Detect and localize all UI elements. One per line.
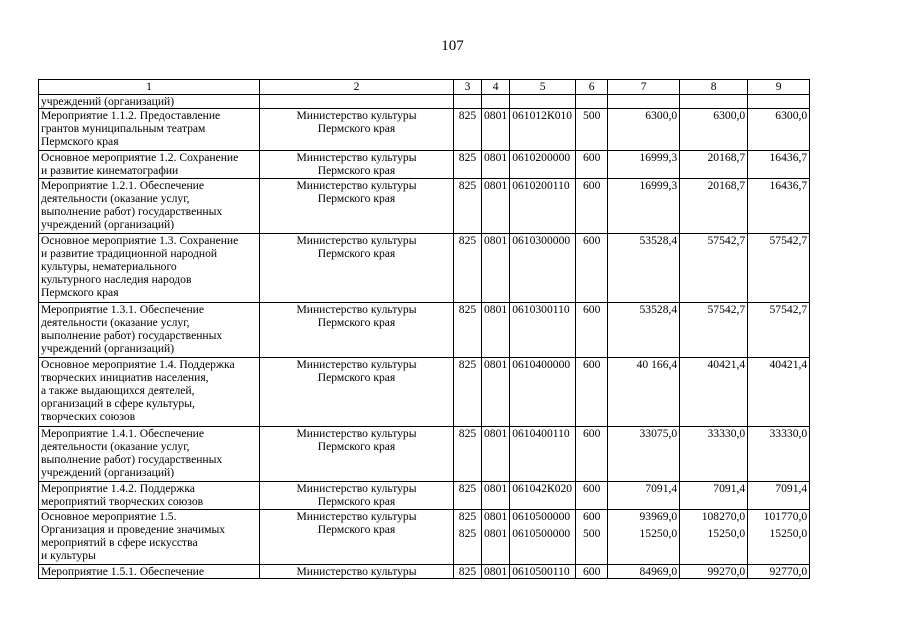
amount-year-2: 20168,7 [707, 179, 746, 192]
section-code: 0801 [484, 109, 508, 122]
table-row [39, 565, 810, 579]
amount-year-2: 33330,0 [707, 427, 746, 440]
amount-year-1-cell [608, 482, 680, 510]
admin-code-cell [454, 151, 482, 179]
target-code: 061012К010 [512, 109, 573, 122]
activity-name-cell [39, 95, 260, 109]
amount-year-1-cell [608, 427, 680, 482]
ministry-line: Пермского края [317, 371, 396, 384]
target-code-cell [510, 179, 576, 234]
amount-year-1: 84969,0 [639, 565, 678, 578]
section-code-cell [482, 95, 510, 109]
section-code-cell [482, 482, 510, 510]
header-cell: 8 [680, 80, 748, 95]
amount-year-3-cell [748, 427, 810, 482]
table-row [39, 303, 810, 358]
amount-year-3-cell [748, 179, 810, 234]
admin-code: 825 [458, 179, 477, 192]
admin-code: 825 [458, 527, 477, 540]
expense-type: 600 [582, 303, 601, 316]
header-row [39, 80, 810, 95]
table-row [39, 95, 810, 109]
amount-year-2-cell [680, 109, 748, 151]
amount-year-3: 16436,7 [769, 151, 808, 164]
section-code-cell [482, 427, 510, 482]
amount-year-3: 15250,0 [769, 527, 808, 540]
ministry-line: Министерство культуры [296, 303, 417, 316]
amount-year-2-cell [680, 303, 748, 358]
admin-code: 825 [458, 510, 477, 523]
activity-name-line: деятельности (оказание услуг, [41, 316, 190, 329]
amount-year-2: 15250,0 [707, 527, 746, 540]
section-code: 0801 [484, 358, 508, 371]
target-code: 0610200000 [512, 151, 571, 164]
ministry-line: Пермского края [317, 495, 396, 508]
admin-code: 825 [458, 427, 477, 440]
activity-name-line: Пермского края [41, 286, 119, 299]
activity-name-line: деятельности (оказание услуг, [41, 440, 190, 453]
amount-year-2: 6300,0 [713, 109, 746, 122]
table-row [39, 151, 810, 179]
admin-code-cell [454, 109, 482, 151]
activity-name-line: Основное мероприятие 1.2. Сохранение [41, 151, 239, 164]
activity-name-line: мероприятий в сфере искусства [41, 536, 198, 549]
section-code: 0801 [484, 179, 508, 192]
target-code-cell [510, 234, 576, 303]
amount-year-2-cell [680, 427, 748, 482]
expense-type: 600 [582, 427, 601, 440]
amount-year-2-cell [680, 482, 748, 510]
target-code-cell [510, 482, 576, 510]
amount-year-2: 99270,0 [707, 565, 746, 578]
admin-code: 825 [458, 109, 477, 122]
target-code-cell [510, 151, 576, 179]
table-body [39, 80, 810, 579]
activity-name-cell [39, 303, 260, 358]
target-code: 0610500000 [512, 510, 571, 523]
header-cell: 7 [608, 80, 680, 95]
admin-code-cell [454, 234, 482, 303]
ministry-line: Пермского края [317, 164, 396, 177]
table-row [39, 109, 810, 151]
amount-year-3: 7091,4 [775, 482, 808, 495]
ministry-cell [260, 565, 454, 579]
activity-name-cell [39, 510, 260, 565]
section-code: 0801 [484, 427, 508, 440]
target-code-cell [510, 358, 576, 427]
ministry-line: Министерство культуры [296, 109, 417, 122]
activity-name-cell [39, 482, 260, 510]
admin-code-cell [454, 358, 482, 427]
budget-table [38, 79, 810, 579]
amount-year-2: 57542,7 [707, 303, 746, 316]
target-code: 0610500110 [512, 565, 570, 578]
ministry-line: Министерство культуры [296, 151, 417, 164]
ministry-line: Министерство культуры [296, 427, 417, 440]
amount-year-1: 33075,0 [639, 427, 678, 440]
table-row [39, 179, 810, 234]
target-code: 0610400110 [512, 427, 570, 440]
amount-year-1: 16999,3 [639, 179, 678, 192]
ministry-line: Министерство культуры [296, 510, 417, 523]
amount-year-2: 40421,4 [707, 358, 746, 371]
header-cell: 3 [454, 80, 482, 95]
ministry-line: Пермского края [317, 247, 396, 260]
amount-year-1: 40 166,4 [636, 358, 678, 371]
expense-type: 500 [582, 109, 601, 122]
expense-type-cell [576, 303, 608, 358]
admin-code-cell [454, 565, 482, 579]
ministry-cell [260, 109, 454, 151]
target-code: 0610400000 [512, 358, 571, 371]
expense-type: 500 [582, 527, 601, 540]
ministry-line: Пермского края [317, 122, 396, 135]
target-code: 0610200110 [512, 179, 570, 192]
activity-name-line: Пермского края [41, 135, 119, 148]
activity-name-line: Основное мероприятие 1.3. Сохранение [41, 234, 239, 247]
activity-name-line: и развитие кинематографии [41, 164, 179, 177]
header-cell: 5 [510, 80, 576, 95]
activity-name-line: Мероприятие 1.5.1. Обеспечение [41, 565, 205, 578]
activity-name-line: учреждений (организаций) [41, 342, 175, 355]
section-code-cell [482, 234, 510, 303]
amount-year-2-cell [680, 358, 748, 427]
amount-year-1-cell [608, 95, 680, 109]
activity-name-line: выполнение работ) государственных [41, 453, 223, 466]
activity-name-cell [39, 151, 260, 179]
amount-year-2: 20168,7 [707, 151, 746, 164]
section-code-cell [482, 510, 510, 565]
activity-name-line: и культуры [41, 549, 96, 562]
admin-code: 825 [458, 565, 477, 578]
activity-name-line: учреждений (организаций) [41, 95, 175, 108]
activity-name-line: учреждений (организаций) [41, 218, 175, 231]
amount-year-1: 15250,0 [639, 527, 678, 540]
amount-year-3-cell [748, 565, 810, 579]
section-code: 0801 [484, 151, 508, 164]
header-cell: 2 [260, 80, 454, 95]
expense-type: 600 [582, 151, 601, 164]
expense-type-cell [576, 565, 608, 579]
section-code: 0801 [484, 510, 508, 523]
target-code-cell [510, 427, 576, 482]
amount-year-2-cell [680, 179, 748, 234]
admin-code-cell [454, 95, 482, 109]
admin-code: 825 [458, 358, 477, 371]
admin-code: 825 [458, 234, 477, 247]
admin-code: 825 [458, 482, 477, 495]
header-cell: 6 [576, 80, 608, 95]
activity-name-line: Мероприятие 1.4.1. Обеспечение [41, 427, 205, 440]
amount-year-3-cell [748, 482, 810, 510]
amount-year-2-cell [680, 234, 748, 303]
ministry-line: Пермского края [317, 192, 396, 205]
table-row [39, 358, 810, 427]
admin-code: 825 [458, 151, 477, 164]
admin-code-cell [454, 179, 482, 234]
target-code-cell [510, 565, 576, 579]
section-code-cell [482, 303, 510, 358]
activity-name-line: Организация и проведение значимых [41, 523, 226, 536]
amount-year-1: 6300,0 [645, 109, 678, 122]
expense-type-cell [576, 95, 608, 109]
activity-name-cell [39, 234, 260, 303]
amount-year-1: 53528,4 [639, 303, 678, 316]
amount-year-3: 101770,0 [763, 510, 808, 523]
ministry-line: Министерство культуры [296, 179, 417, 192]
activity-name-line: мероприятий творческих союзов [41, 495, 204, 508]
amount-year-3-cell [748, 95, 810, 109]
amount-year-1-cell [608, 151, 680, 179]
target-code-cell [510, 109, 576, 151]
amount-year-3-cell [748, 510, 810, 565]
activity-name-line: Основное мероприятие 1.5. [41, 510, 177, 523]
admin-code-cell [454, 510, 482, 565]
amount-year-3: 92770,0 [769, 565, 808, 578]
target-code: 0610500000 [512, 527, 571, 540]
ministry-line: Пермского края [317, 440, 396, 453]
activity-name-line: Мероприятие 1.1.2. Предоставление [41, 109, 221, 122]
table-row [39, 510, 810, 565]
section-code-cell [482, 151, 510, 179]
section-code: 0801 [484, 303, 508, 316]
target-code: 0610300110 [512, 303, 570, 316]
activity-name-cell [39, 179, 260, 234]
expense-type-cell [576, 234, 608, 303]
amount-year-2-cell [680, 151, 748, 179]
ministry-cell [260, 482, 454, 510]
activity-name-line: Мероприятие 1.2.1. Обеспечение [41, 179, 205, 192]
section-code-cell [482, 358, 510, 427]
expense-type-cell [576, 151, 608, 179]
header-cell: 9 [748, 80, 810, 95]
amount-year-1: 16999,3 [639, 151, 678, 164]
activity-name-line: творческих союзов [41, 410, 136, 423]
expense-type-cell [576, 358, 608, 427]
amount-year-2-cell [680, 565, 748, 579]
activity-name-line: и развитие традиционной народной [41, 247, 218, 260]
activity-name-line: а также выдающихся деятелей, [41, 384, 195, 397]
amount-year-1-cell [608, 565, 680, 579]
activity-name-line: Основное мероприятие 1.4. Поддержка [41, 358, 235, 371]
amount-year-2: 7091,4 [713, 482, 746, 495]
activity-name-line: творческих инициатив населения, [41, 371, 209, 384]
amount-year-1-cell [608, 179, 680, 234]
expense-type-cell [576, 109, 608, 151]
target-code-cell [510, 303, 576, 358]
table-row [39, 482, 810, 510]
activity-name-line: Мероприятие 1.4.2. Поддержка [41, 482, 195, 495]
ministry-cell [260, 427, 454, 482]
amount-year-2: 108270,0 [701, 510, 746, 523]
expense-type-cell [576, 482, 608, 510]
header-cell: 4 [482, 80, 510, 95]
admin-code-cell [454, 303, 482, 358]
target-code: 0610300000 [512, 234, 571, 247]
activity-name-cell [39, 358, 260, 427]
activity-name-line: культурного наследия народов [41, 273, 192, 286]
amount-year-1: 93969,0 [639, 510, 678, 523]
amount-year-1-cell [608, 510, 680, 565]
amount-year-3-cell [748, 151, 810, 179]
amount-year-3: 33330,0 [769, 427, 808, 440]
admin-code-cell [454, 427, 482, 482]
activity-name-line: учреждений (организаций) [41, 466, 175, 479]
expense-type: 600 [582, 179, 601, 192]
ministry-line: Министерство культуры [296, 358, 417, 371]
expense-type: 600 [582, 565, 601, 578]
activity-name-line: организаций в сфере культуры, [41, 397, 195, 410]
amount-year-3-cell [748, 109, 810, 151]
activity-name-line: деятельности (оказание услуг, [41, 192, 190, 205]
amount-year-3-cell [748, 303, 810, 358]
amount-year-3-cell [748, 358, 810, 427]
section-code-cell [482, 565, 510, 579]
ministry-line: Министерство культуры [296, 234, 417, 247]
section-code-cell [482, 109, 510, 151]
expense-type: 600 [582, 234, 601, 247]
ministry-cell [260, 95, 454, 109]
activity-name-line: грантов муниципальным театрам [41, 122, 206, 135]
amount-year-1: 53528,4 [639, 234, 678, 247]
ministry-cell [260, 234, 454, 303]
ministry-cell [260, 510, 454, 565]
target-code-cell [510, 510, 576, 565]
table-row [39, 234, 810, 303]
activity-name-line: культуры, нематериального [41, 260, 177, 273]
amount-year-2-cell [680, 510, 748, 565]
expense-type-cell [576, 427, 608, 482]
expense-type: 600 [582, 358, 601, 371]
ministry-cell [260, 179, 454, 234]
expense-type: 600 [582, 510, 601, 523]
target-code-cell [510, 95, 576, 109]
ministry-line: Пермского края [317, 316, 396, 329]
section-code-cell [482, 179, 510, 234]
amount-year-1-cell [608, 303, 680, 358]
target-code: 061042К020 [512, 482, 573, 495]
amount-year-1-cell [608, 109, 680, 151]
ministry-line: Пермского края [317, 523, 396, 536]
amount-year-1: 7091,4 [645, 482, 678, 495]
amount-year-3: 57542,7 [769, 234, 808, 247]
activity-name-line: Мероприятие 1.3.1. Обеспечение [41, 303, 205, 316]
amount-year-1-cell [608, 358, 680, 427]
amount-year-3-cell [748, 234, 810, 303]
expense-type: 600 [582, 482, 601, 495]
amount-year-2: 57542,7 [707, 234, 746, 247]
ministry-cell [260, 151, 454, 179]
section-code: 0801 [484, 565, 508, 578]
ministry-line: Министерство культуры [296, 482, 417, 495]
amount-year-1-cell [608, 234, 680, 303]
section-code: 0801 [484, 527, 508, 540]
header-cell: 1 [39, 80, 260, 95]
section-code: 0801 [484, 234, 508, 247]
ministry-cell [260, 358, 454, 427]
admin-code: 825 [458, 303, 477, 316]
amount-year-2-cell [680, 95, 748, 109]
amount-year-3: 57542,7 [769, 303, 808, 316]
ministry-line: Министерство культуры [296, 565, 417, 578]
activity-name-cell [39, 565, 260, 579]
expense-type-cell [576, 179, 608, 234]
activity-name-line: выполнение работ) государственных [41, 205, 223, 218]
amount-year-3: 40421,4 [769, 358, 808, 371]
page-number: 107 [441, 38, 464, 54]
amount-year-3: 6300,0 [775, 109, 808, 122]
activity-name-line: выполнение работ) государственных [41, 329, 223, 342]
admin-code-cell [454, 482, 482, 510]
activity-name-cell [39, 109, 260, 151]
activity-name-cell [39, 427, 260, 482]
amount-year-3: 16436,7 [769, 179, 808, 192]
table-row [39, 427, 810, 482]
expense-type-cell [576, 510, 608, 565]
section-code: 0801 [484, 482, 508, 495]
ministry-cell [260, 303, 454, 358]
